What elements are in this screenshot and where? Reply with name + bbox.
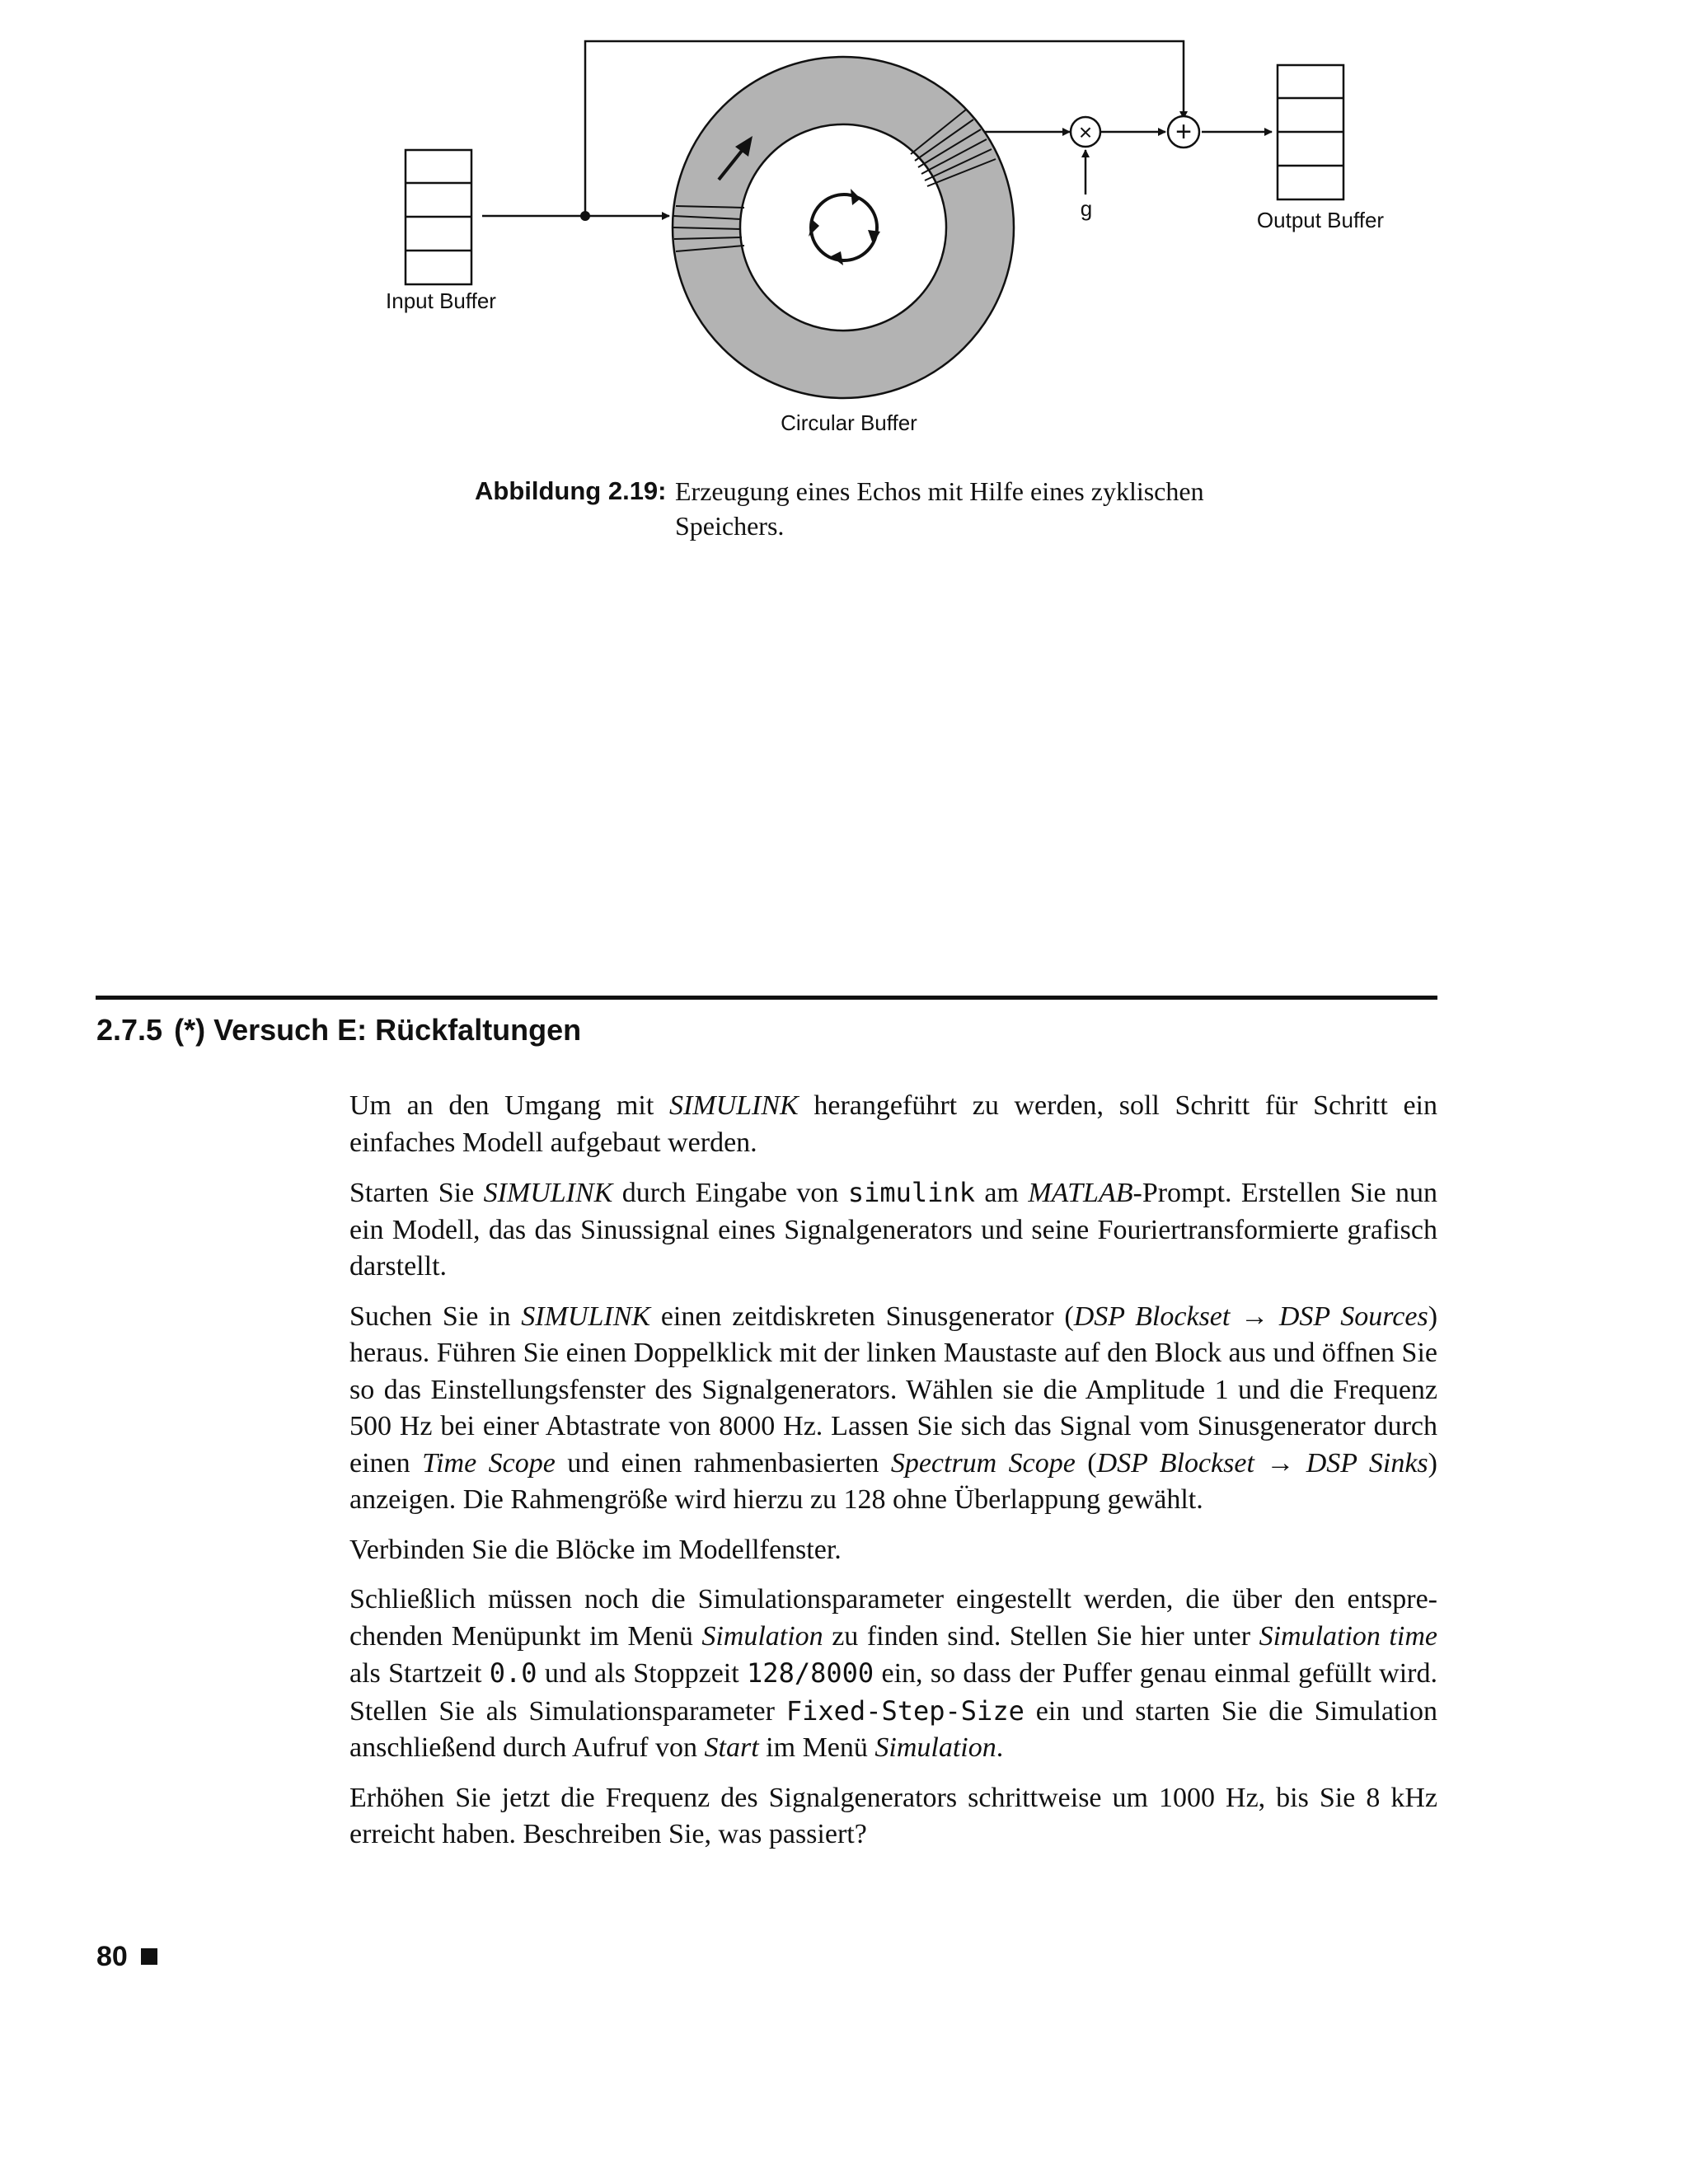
italic-run: DSP Blockset → DSP Sources: [1073, 1301, 1428, 1332]
italic-run: DSP Blockset → DSP Sinks: [1096, 1447, 1428, 1479]
italic-run: Spectrum Scope: [890, 1447, 1076, 1479]
code-run: 128/8000: [747, 1657, 874, 1689]
body-paragraph: [349, 1299, 1437, 1519]
text-run: .: [996, 1732, 1004, 1763]
body-paragraph: [349, 1532, 1437, 1569]
italic-run: MATLAB: [1028, 1178, 1133, 1208]
junction-dot: [580, 211, 590, 221]
page-number: 80: [96, 1941, 128, 1972]
section-title: (*) Versuch E: Rückfaltungen: [174, 1013, 582, 1047]
text-run: (: [1075, 1447, 1097, 1479]
text-run: am: [974, 1178, 1029, 1208]
body-paragraph: [349, 1780, 1437, 1854]
text-run: und als Stoppzeit: [537, 1658, 748, 1689]
italic-run: Time Scope: [422, 1447, 556, 1479]
body-paragraph: [349, 1174, 1437, 1286]
italic-run: SIMULINK: [521, 1301, 651, 1332]
italic-run: Start: [704, 1732, 759, 1763]
text-run: herangeführt zu werden, soll Schritt für Schritt ein einfaches Modell aufgebaut werden.: [349, 1090, 1437, 1158]
text-run: durch Eingabe von: [612, 1178, 848, 1208]
code-run: 0.0: [489, 1657, 537, 1689]
section-number: 2.7.5: [96, 1013, 163, 1047]
text-run: Suchen Sie in: [349, 1301, 522, 1332]
page-footer: [96, 1940, 157, 1973]
caption-label: Abbildung 2.19:: [475, 476, 667, 505]
multiply-symbol: ×: [1078, 120, 1093, 145]
code-run: simulink: [847, 1177, 975, 1208]
text-run: ) anzeigen. Die Rahmengröße wird hierzu zu 128 ohne Überlappung gewählt.: [349, 1447, 1437, 1515]
italic-run: Simulation: [874, 1732, 996, 1763]
text-run: und einen rahmenbasierten: [555, 1447, 891, 1479]
body-paragraph: [349, 1088, 1437, 1161]
output-buffer-label: Output Buffer: [1256, 208, 1385, 232]
italic-run: Simulation: [701, 1620, 823, 1652]
text-run: im Menü: [758, 1732, 875, 1763]
gain-label: g: [1080, 196, 1093, 221]
text-run: Erhöhen Sie jetzt die Frequenz des Signalgenerators schrittweise um 1000 Hz, bis Sie 8 kHz erreicht haben. Beschreiben Sie, was passiert?: [349, 1782, 1437, 1849]
code-run: Fixed-Step-Size: [785, 1694, 1025, 1727]
adder: [1168, 116, 1199, 148]
text-run: Verbinden Sie die Blöcke im Modellfenster.: [349, 1534, 842, 1565]
section-heading: [96, 1012, 581, 1048]
multiplier: [1071, 117, 1100, 147]
text-run: Starten Sie: [349, 1178, 484, 1208]
text-run: als Startzeit: [349, 1658, 490, 1689]
figure-caption: [475, 474, 1307, 543]
circular-buffer: [673, 57, 1014, 398]
text-run: -Prompt. Erstellen Sie nun ein Modell, das das Sinussignal eines Signalgenerators und seine Fouriertransformierte grafisch darstellt.: [349, 1178, 1437, 1282]
input-buffer-label: Input Buffer: [386, 288, 496, 313]
add-symbol: +: [1175, 116, 1192, 148]
text-run: ein und starten Sie die Simulation anschließend durch Aufruf von: [349, 1695, 1437, 1763]
italic-run: SIMULINK: [668, 1090, 799, 1121]
text-run: ) heraus. Führen Sie einen Doppelklick mit der linken Maustaste auf den Block aus und öffnen Sie so das Einstellungsfenster des Signalgenerators. Wählen sie die Amplitude 1 und die Frequenz 500 Hz bei einer Abtastrate von 8000 Hz. Lassen Sie sich das Signal vom Sinusgenerator durch einen: [349, 1301, 1438, 1479]
footer-square-marker: [141, 1948, 157, 1965]
body-paragraph: [349, 1582, 1437, 1767]
italic-run: SIMULINK: [483, 1178, 613, 1208]
text-run: ein, so dass der Puffer genau einmal gefüllt wird. Stellen Sie als Simulationsparameter: [349, 1658, 1437, 1727]
text-run: Schließlich müssen noch die Simulationsparameter eingestellt werden, die über den entsprechenden Menüpunkt im Menü: [349, 1584, 1437, 1652]
rotation-arrowheads: [809, 189, 880, 265]
body-text: [349, 1088, 1437, 1867]
rotation-icon: [811, 194, 877, 260]
text-run: zu finden sind. Stellen Sie hier unter: [823, 1620, 1259, 1652]
circular-buffer-label: Circular Buffer: [781, 410, 917, 435]
output-buffer: [1278, 65, 1343, 199]
input-buffer: [406, 150, 471, 284]
caption-text: Erzeugung eines Echos mit Hilfe eines zyklischen Speichers.: [675, 476, 1204, 541]
text-run: Um an den Umgang mit: [349, 1090, 669, 1121]
section-rule: [96, 996, 1437, 1000]
italic-run: Simulation time: [1259, 1620, 1437, 1652]
text-run: einen zeitdiskreten Sinusgenerator (: [650, 1301, 1074, 1332]
